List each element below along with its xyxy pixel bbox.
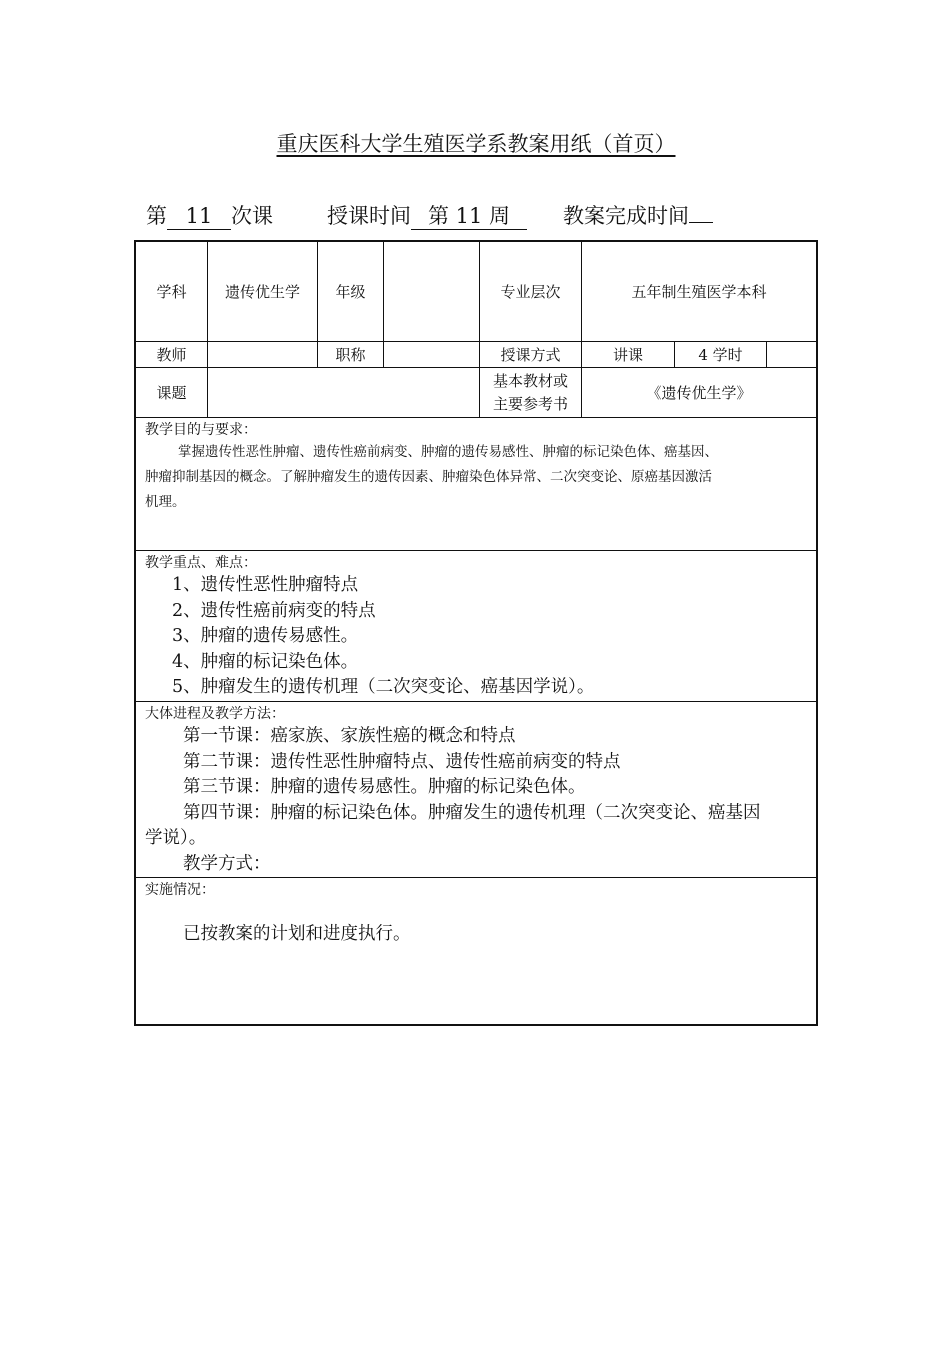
process-session-4-continued: 学说）。 bbox=[145, 828, 207, 848]
lesson-number: 11 bbox=[167, 203, 231, 230]
rank-value bbox=[384, 342, 480, 367]
teaching-time-value: 第 11 周 bbox=[411, 203, 527, 230]
table-row-subject bbox=[136, 242, 816, 342]
keypoints-label: 教学重点、难点： bbox=[145, 555, 257, 571]
objectives-section bbox=[136, 418, 816, 551]
keypoint-item: 3、肿瘤的遗传易感性。 bbox=[172, 626, 359, 646]
level-value: 五年制生殖医学本科 bbox=[631, 283, 767, 301]
plan-completion-value bbox=[689, 222, 713, 223]
teaching-time-label: 授课时间 bbox=[327, 204, 411, 228]
objectives-line-2: 肿瘤抑制基因的概念。了解肿瘤发生的遗传因素、肿瘤染色体异常、二次突变论、原癌基因激活 bbox=[145, 469, 712, 485]
process-section bbox=[136, 702, 816, 878]
method-value: 讲课 bbox=[582, 342, 675, 367]
extra-value bbox=[767, 342, 816, 367]
keypoint-item: 2、遗传性癌前病变的特点 bbox=[172, 600, 376, 621]
keypoint-item: 1、遗传性恶性肿瘤特点 bbox=[172, 575, 359, 595]
process-session-4: 第四节课：肿瘤的标记染色体。肿瘤发生的遗传机理（二次突变论、癌基因 bbox=[183, 802, 761, 823]
implementation-section bbox=[136, 878, 816, 1024]
implementation-label: 实施情况： bbox=[145, 882, 215, 898]
keypoint-item: 5、肿瘤发生的遗传机理（二次突变论、癌基因学说）。 bbox=[172, 677, 595, 697]
lesson-prefix: 第 bbox=[146, 204, 167, 228]
document-title: 重庆医科大学生殖医学系教案用纸（首页） bbox=[276, 132, 676, 156]
lesson-plan-table bbox=[134, 240, 818, 1026]
objectives-line-3: 机理。 bbox=[145, 494, 186, 510]
teaching-method: 教学方式： bbox=[183, 853, 271, 874]
grade-label: 年级 bbox=[318, 242, 384, 341]
grade-value bbox=[384, 242, 480, 341]
objectives-label: 教学目的与要求： bbox=[145, 422, 257, 438]
table-row-teacher bbox=[136, 342, 816, 368]
topic-value bbox=[208, 368, 480, 417]
keypoints-section bbox=[136, 551, 816, 702]
process-label: 大体进程及教学方法： bbox=[145, 706, 285, 722]
teacher-label: 教师 bbox=[136, 342, 208, 367]
process-session-3: 第三节课：肿瘤的遗传易感性。肿瘤的标记染色体。 bbox=[183, 777, 586, 797]
subject-label: 学科 bbox=[136, 242, 208, 341]
books-value: 《遗传优生学》 bbox=[646, 384, 752, 402]
teacher-value bbox=[208, 342, 318, 367]
books-label: 基本教材或 主要参考书 bbox=[480, 368, 582, 417]
rank-label: 职称 bbox=[318, 342, 384, 367]
lesson-suffix: 次课 bbox=[231, 204, 273, 228]
method-label: 授课方式 bbox=[480, 342, 582, 367]
implementation-text: 已按教案的计划和进度执行。 bbox=[183, 924, 411, 944]
plan-completion-label: 教案完成时间 bbox=[563, 204, 689, 228]
process-session-1: 第一节课：癌家族、家族性癌的概念和特点 bbox=[183, 726, 516, 746]
table-row-topic bbox=[136, 368, 816, 418]
process-session-2: 第二节课：遗传性恶性肿瘤特点、遗传性癌前病变的特点 bbox=[183, 751, 621, 772]
keypoint-item: 4、肿瘤的标记染色体。 bbox=[172, 651, 359, 672]
hours-value: 4 学时 bbox=[675, 342, 767, 367]
subject-value: 遗传优生学 bbox=[208, 242, 318, 341]
level-label: 专业层次 bbox=[480, 242, 582, 341]
objectives-line-1: 掌握遗传性恶性肿瘤、遗传性癌前病变、肿瘤的遗传易感性、肿瘤的标记染色体、癌基因、 bbox=[178, 444, 718, 460]
topic-label: 课题 bbox=[136, 368, 208, 417]
lesson-header-line bbox=[146, 200, 713, 230]
